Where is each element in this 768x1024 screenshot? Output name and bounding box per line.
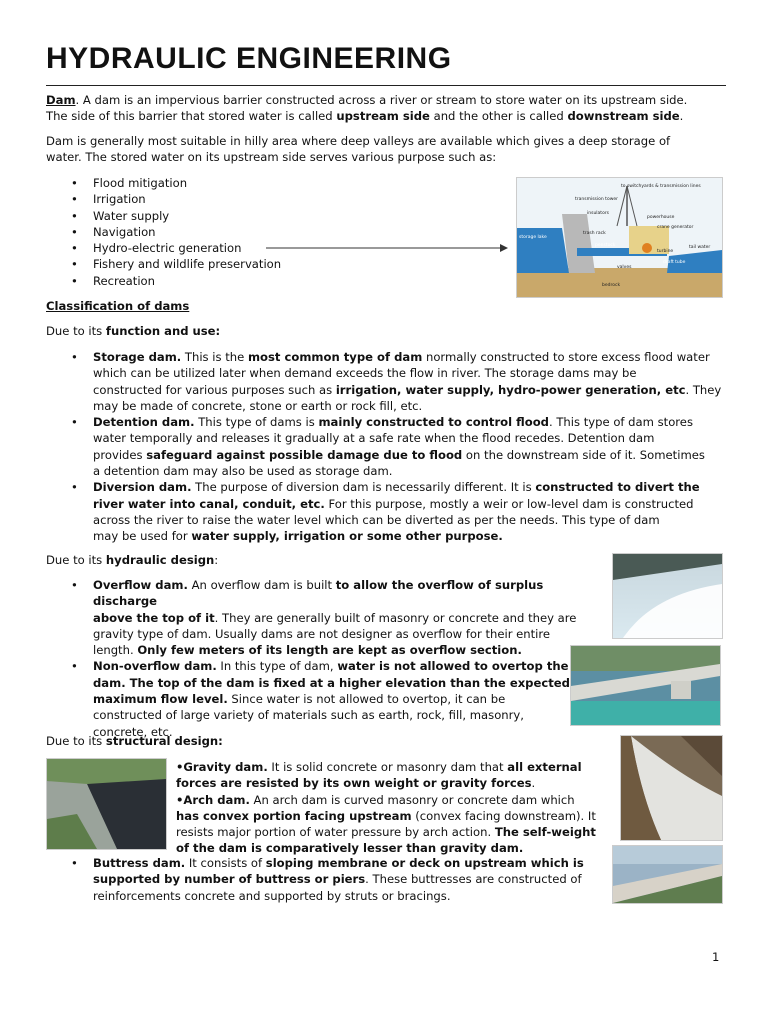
item-text: reinforcements concrete and supported by struts or bracings. (93, 888, 451, 903)
purpose-text: Flood mitigation (93, 176, 188, 190)
item-text: It consists of (185, 856, 266, 870)
item-text: may be made of concrete, stone or earth or rock fill, etc. (93, 398, 423, 413)
structural-subheading (46, 733, 223, 749)
item-text: An overflow dam is built (187, 578, 336, 592)
item-text: This type of dams is (194, 415, 319, 430)
label-turbine: turbine (657, 249, 674, 254)
purpose-item (71, 208, 281, 224)
item-text: It is solid concrete or masonry dam that (267, 760, 508, 774)
label-powerhouse: powerhouse (647, 215, 675, 220)
item-text: gravity type of dam. Usually dams are not designer as overflow for their entire (93, 626, 551, 641)
item-text: The purpose of diversion dam is necessarily different. It is (191, 480, 536, 495)
item-text: a detention dam may also be used as storage dam. (93, 464, 393, 479)
hydraulic-subheading (46, 552, 218, 568)
storage-dam-item (71, 349, 733, 414)
item-text: may be used for (93, 529, 192, 544)
subheading-prefix: Due to its (46, 324, 106, 338)
arrow-to-diagram (266, 242, 510, 254)
item-text: length. (93, 643, 138, 658)
bullet: • (71, 273, 78, 288)
detention-dam-item (71, 414, 733, 479)
item-text: In this type of dam, (216, 659, 338, 674)
bullet: • (71, 578, 78, 592)
hydro-plant-diagram (516, 177, 723, 298)
item-bold: safeguard against possible damage due to flood (146, 447, 463, 462)
label-penstock: penstock (595, 243, 616, 248)
item-bold: Non-overflow dam. (93, 659, 217, 674)
item-bold: maximum flow level. (93, 692, 228, 707)
intro-text: and the other is called (429, 109, 568, 124)
item-bold: water is not allowed to overtop the (337, 659, 569, 674)
purpose-item (71, 224, 281, 240)
purpose-item (71, 175, 281, 191)
item-bold: •Arch dam. (176, 792, 250, 807)
bullet: • (71, 192, 78, 207)
bullet: • (71, 480, 78, 495)
purpose-text: Water supply (93, 208, 170, 223)
purpose-text: Fishery and wildlife preservation (93, 257, 282, 272)
item-bold: has convex portion facing upstream (176, 808, 412, 823)
purpose-text: Recreation (93, 273, 155, 288)
item-bold: The self-weight (494, 825, 596, 840)
item-text: . They (685, 382, 722, 397)
intro-bold: downstream side (567, 109, 680, 124)
item-bold: constructed to divert the (535, 480, 700, 495)
gravity-arch-text (176, 759, 616, 857)
item-text: (convex facing downstream). It (411, 808, 596, 823)
item-text: Since water is not allowed to overtop, it can be (227, 692, 506, 707)
item-bold: Detention dam. (93, 415, 195, 430)
item-text: normally constructed to store excess flood water (422, 350, 710, 364)
bullet: • (71, 350, 78, 364)
item-bold: supported by number of buttress or piers (93, 872, 366, 887)
gravity-dam-photo (46, 758, 167, 850)
intro-text: . A dam is an impervious barrier constructed across a river or stream to store water on its upstream side. (75, 93, 688, 107)
purpose-item (71, 191, 281, 207)
buttress-dam-item (71, 855, 613, 904)
item-bold: Storage dam. (93, 350, 182, 364)
subheading-prefix: Due to its (46, 734, 106, 748)
label-tail-water: tail water (689, 245, 711, 250)
subheading-bold: structural design: (105, 734, 223, 748)
item-bold: all external (507, 760, 582, 774)
purpose-item (71, 240, 281, 256)
subheading-bold: hydraulic design (105, 553, 215, 567)
item-bold: irrigation, water supply, hydro-power generation, etc (335, 382, 686, 397)
intro-text: The side of this barrier that stored water is called (46, 109, 337, 124)
page-number: 1 (712, 950, 720, 964)
item-text: concrete, etc. (93, 724, 173, 739)
label-tower: transmission tower (575, 197, 618, 202)
item-bold: water supply, irrigation or some other purpose. (191, 529, 503, 544)
item-bold: most common type of dam (247, 350, 423, 364)
item-text: . (531, 776, 536, 791)
page-title: HYDRAULIC ENGINEERING (46, 42, 452, 75)
purpose-text: Irrigation (93, 192, 146, 207)
item-text: water temporally and releases it gradually at a safe rate when the flood recedes. Detention dam (93, 431, 655, 446)
item-bold: to allow the overflow of surplus discharge (93, 578, 544, 609)
item-bold: Buttress dam. (93, 856, 186, 870)
item-bold: of the dam is comparatively lesser than gravity dam. (176, 841, 524, 856)
subheading-bold: function and use: (105, 324, 221, 338)
subheading-prefix: Due to its (46, 553, 106, 567)
item-text: . These buttresses are constructed of (365, 872, 582, 887)
arch-dam-photo (620, 735, 723, 841)
classification-heading-text: Classification of dams (46, 299, 190, 313)
item-bold: dam. The top of the dam is fixed at a higher elevation than the expected (93, 675, 570, 690)
bullet: • (71, 257, 78, 272)
non-overflow-dam-item (71, 658, 603, 739)
bullet: • (71, 415, 78, 430)
bullet: • (71, 856, 78, 870)
intro-text: . (679, 109, 684, 124)
bullet: • (71, 224, 78, 239)
function-bullets (71, 349, 733, 545)
bullet: • (71, 208, 78, 223)
label-switchyards: to switchyards & transmission lines (621, 184, 701, 189)
label-insulators: insulators (587, 211, 610, 216)
diversion-dam-item (71, 479, 733, 544)
item-bold: above the top of it (93, 610, 215, 625)
label-crane: crane generator (657, 225, 694, 230)
para-line: Dam is generally most suitable in hilly area where deep valleys are available which gives a deep storage of (46, 134, 671, 148)
overflow-dam-item (71, 577, 603, 658)
item-text: An arch dam is curved masonry or concrete dam which (249, 792, 575, 807)
item-text: constructed for various purposes such as (93, 382, 336, 397)
non-overflow-dam-photo (570, 645, 721, 726)
para-line: water. The stored water on its upstream side serves various purpose such as: (46, 150, 497, 165)
function-subheading (46, 323, 220, 339)
label-draft-tube: draft tube (663, 260, 686, 265)
item-text: resists major portion of water pressure by arch action. (176, 825, 495, 840)
purpose-text: Navigation (93, 224, 156, 239)
title-rule (46, 85, 726, 86)
bullet: • (71, 659, 78, 674)
bullet: • (71, 176, 78, 190)
purpose-item (71, 256, 282, 272)
purpose-text: Hydro-electric generation (93, 241, 242, 256)
buttress-dam-photo (612, 845, 723, 904)
item-text: provides (93, 447, 147, 462)
label-storage-lake: storage lake (519, 235, 547, 240)
item-text: on the downstream side of it. Sometimes (462, 447, 705, 462)
label-valves: valves (617, 265, 632, 270)
item-text: This is the (181, 350, 248, 364)
dam-term: Dam (46, 93, 76, 107)
structural-bullets (71, 855, 613, 904)
purpose-list (71, 175, 282, 289)
bullet: • (71, 241, 78, 256)
item-bold: forces are resisted by its own weight or gravity forces (176, 776, 532, 791)
hydraulic-bullets (71, 577, 603, 740)
item-bold: Only few meters of its length are kept as overflow section. (137, 643, 522, 658)
purpose-item (71, 273, 281, 289)
intro-paragraph (46, 92, 736, 125)
item-text: For this purpose, mostly a weir or low-level dam is constructed (324, 496, 694, 511)
item-bold: sloping membrane or deck on upstream which is (265, 856, 584, 870)
item-text: across the river to raise the water level which can be diverted as per the needs. This type of dam (93, 512, 660, 527)
classification-heading (46, 298, 189, 314)
item-text: . This type of dam stores (548, 415, 693, 430)
item-bold: river water into canal, conduit, etc. (93, 496, 325, 511)
overflow-dam-photo (612, 553, 723, 639)
item-bold: Diversion dam. (93, 480, 192, 495)
label-trash-rack: trash rack (583, 231, 606, 236)
subheading-suffix: : (214, 553, 219, 567)
item-bold: mainly constructed to control flood (318, 415, 549, 430)
label-bedrock: bedrock (602, 283, 621, 288)
intro-bold: upstream side (336, 109, 430, 124)
item-text: . They are generally built of masonry or concrete and they are (214, 610, 577, 625)
item-bold: •Gravity dam. (176, 760, 268, 774)
item-text: which can be utilized later when demand exceeds the flow in river. The storage dams may be (93, 366, 637, 381)
item-bold: Overflow dam. (93, 578, 188, 592)
purpose-paragraph (46, 133, 736, 166)
item-text: constructed of large variety of materials such as earth, rock, fill, masonry, (93, 708, 524, 723)
